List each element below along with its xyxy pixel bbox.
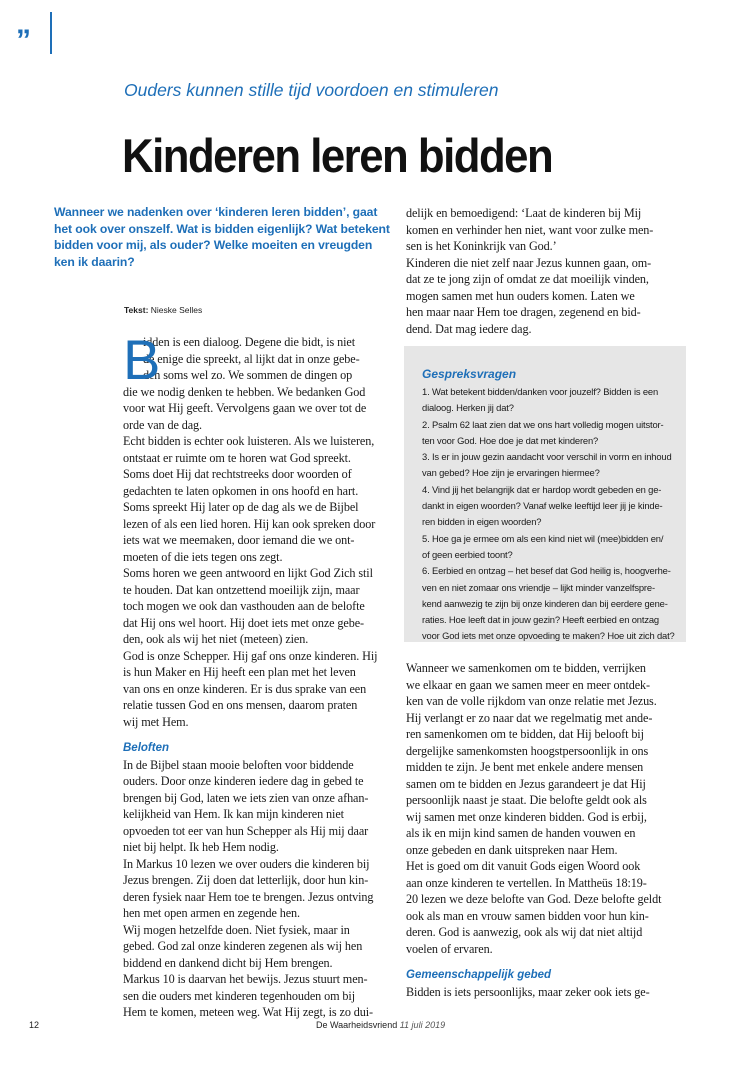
body-line: dat Hij ons wel hoort. Hij doet iets met onze gebe- [123, 615, 364, 630]
body-line: den soms wel zo. We sommen de dingen op [143, 368, 353, 382]
question-line: 3. Is er in jouw gezin aandacht voor verschil in vorm en inhoud [422, 451, 672, 463]
body-line: wij met Hem. [123, 714, 189, 729]
body-line: als ik en mijn kind samen de handen vouwen en [406, 826, 636, 840]
body-line: midden te zijn. Je bent met enkele andere mensen [406, 760, 644, 774]
question-line: 1. Wat betekent bidden/danken voor jouzelf? Bidden is een [422, 386, 659, 397]
magazine-name: De Waarheidsvriend [316, 1020, 398, 1030]
body-line: Bidden is iets persoonlijks, maar zeker ook iets ge- [406, 984, 650, 999]
question-line: kend aanwezig te zijn bij onze kinderen dan bij eerdere gene- [422, 597, 668, 609]
question-line: dialoog. Herken jij dat? [422, 402, 514, 414]
body-line: van ons en onze kinderen. Er is dus sprake van een [123, 681, 367, 696]
body-line: Soms spreekt Hij later op de dag als we de Bijbel [123, 500, 359, 514]
body-line: voor wat Hij geeft. Vervolgens gaan we over tot de [123, 401, 367, 415]
body-line: dergelijke samenkomsten hoogstpersoonlijk in ons [406, 743, 649, 758]
body-line: toch mogen we ook dan vasthouden aan de belofte [123, 599, 365, 613]
section-heading-beloften: Beloften [123, 742, 169, 754]
body-line: wij samen met onze kinderen bidden. God is erbij, [406, 809, 647, 824]
byline-author: Nieske Selles [150, 305, 203, 315]
question-line: of geen eerbied toont? [422, 548, 513, 560]
page-number: 12 [29, 1020, 40, 1030]
drop-cap: B [123, 328, 161, 391]
body-line: idden is een dialoog. Degene die bidt, is niet [143, 335, 356, 349]
body-line: deren. God is aanwezig, ook als wij dat niet altijd [406, 925, 643, 939]
body-line: Soms doet Hij dat rechtstreeks door woorden of [123, 467, 352, 481]
question-line: dankt in eigen woorden? Vanaf welke leeftijd leer jij je kinde- [422, 500, 663, 512]
body-line: hen met open armen en zegende hen. [123, 906, 300, 920]
body-line: Kinderen die niet zelf naar Jezus kunnen gaan, om- [406, 255, 652, 270]
body-line: dend. Dat mag iedere dag. [406, 321, 532, 336]
article-subtitle: Ouders kunnen stille tijd voordoen en stimuleren [124, 80, 499, 100]
issue-date: 11 juli 2019 [399, 1020, 446, 1030]
question-line: 4. Vind jij het belangrijk dat er hardop wordt gebeden en ge- [422, 483, 662, 495]
body-line: deren fysiek naar Hem toe te brengen. Jezus ontving [123, 889, 374, 904]
question-line: ren bidden in eigen woorden? [422, 516, 542, 528]
body-line: In Markus 10 lezen we over ouders die kinderen bij [123, 856, 370, 871]
question-line: 5. Hoe ga je ermee om als een kind niet wil (mee)bidden en/ [422, 532, 664, 544]
body-line: Markus 10 is daarvan het bewijs. Jezus stuurt men- [123, 972, 368, 986]
left-column [123, 328, 388, 1021]
quote-mark-icon: ” [16, 24, 31, 57]
question-line: raties. Hoe leeft dat in jouw gezin? Heeft eerbied en ontzag [422, 614, 659, 626]
question-line: 6. Eerbied en ontzag – het besef dat God heilig is, hoogverhe- [422, 565, 671, 577]
body-line: ren samenkomen om te bidden, dat Hij belooft bij [406, 727, 644, 741]
byline-label: Tekst: [124, 305, 149, 315]
section-gap [123, 730, 388, 740]
body-line: brengen bij God, laten we iets zien van onze afhan- [123, 790, 369, 805]
right-column-bottom [406, 660, 681, 1000]
body-line: Wanneer we samenkomen om te bidden, verrijken [406, 661, 646, 675]
section-heading-gemeenschappelijk: Gemeenschappelijk gebed [406, 969, 552, 981]
section-gap [406, 957, 681, 967]
body-line: God is onze Schepper. Hij gaf ons onze kinderen. Hij [123, 648, 378, 663]
question-line: voor God iets met onze opvoeding te maken? Hoe uit zich dat? [422, 630, 675, 642]
body-line: delijk en bemoedigend: ‘Laat de kinderen bij Mij [406, 206, 642, 220]
body-line: niet bij helpt. Ik heb Hem nodig. [123, 840, 279, 854]
question-line: ten voor God. Hoe doe je dat met kinderen? [422, 434, 599, 446]
body-line: aan onze kinderen te vertellen. In Mattheüs 18:19- [406, 875, 647, 890]
byline [124, 305, 202, 315]
body-line: Wij mogen hetzelfde doen. Niet fysiek, maar in [123, 922, 350, 937]
footer-magazine [316, 1020, 445, 1030]
question-line: van gebed? Hoe zijn je ervaringen hiermee? [422, 467, 600, 479]
body-line: samen om te bidden en Jezus garandeert je dat Hij [406, 776, 646, 791]
body-line: ontstaat er ruimte om te horen wat God spreekt. [123, 450, 351, 465]
body-line: ken van de volle rijkdom van onze relatie met Jezus. [406, 694, 657, 708]
body-line: sen is het Koninkrijk van God.’ [406, 239, 557, 253]
body-line: Jezus brengen. Zij doen dat letterlijk, door hun kin- [123, 873, 369, 887]
article-intro [54, 204, 390, 270]
body-line: Echt bidden is echter ook luisteren. Als we luisteren, [123, 434, 375, 448]
intro-line: Wanneer we nadenken over ‘kinderen leren bidden’, gaat [54, 205, 378, 219]
right-column-top [406, 205, 681, 337]
body-line: voelen of ervaren. [406, 941, 493, 956]
body-line: lezen of als een lied horen. Hij kan ook spreken door [123, 516, 376, 531]
body-line: kelijkheid van Hem. Ik kan mijn kinderen niet [123, 807, 344, 821]
box-heading: Gespreksvragen [422, 367, 517, 381]
intro-line: het ook over onszelf. Wat is bidden eigenlijk? Wat betekent [54, 221, 390, 236]
body-line: de enige die spreekt, al lijkt dat in onze gebe- [143, 351, 360, 366]
body-line: Hij verlangt er zo naar dat we regelmatig met ande- [406, 710, 653, 725]
body-line: ouders. Door onze kinderen iedere dag in gebed te [123, 774, 364, 788]
body-line: sen die ouders met kinderen tegenhouden om bij [123, 988, 355, 1003]
body-line: den, ook als wij het niet (meteen) zien. [123, 632, 309, 646]
body-line: orde van de dag. [123, 417, 202, 432]
body-line: dat ze te jong zijn of omdat ze dat moeilijk vinden, [406, 272, 649, 286]
body-line: we elkaar en gaan we samen meer en meer ontdek- [406, 677, 651, 692]
body-line: hen maar naar Hem toe dragen, zegenend en bid- [406, 305, 641, 319]
body-line: Het is goed om dit vanuit Gods eigen Woord ook [406, 859, 641, 873]
body-line: ook als man en vrouw samen bidden voor hun kin- [406, 908, 649, 923]
intro-line: ken ik daarin? [54, 254, 135, 269]
intro-line: bidden voor mij, als ouder? Welke moeiten en vreugden [54, 238, 373, 252]
discussion-questions-box [404, 346, 686, 642]
body-line: persoonlijk naast je staat. Die belofte geldt ook als [406, 793, 647, 807]
article-title: Kinderen leren bidden [122, 129, 553, 182]
body-line: die we nodig denken te hebben. We bedanken God [123, 384, 366, 399]
body-line: Hem te komen, meteen weg. Wat Hij zegt, is zo dui- [123, 1005, 373, 1019]
quote-divider [50, 12, 52, 54]
body-line: biddend en dankend dicht bij Hem brengen. [123, 955, 333, 970]
question-line: ven en niet zomaar ons vriendje – lijkt minder vanzelfspre- [422, 581, 655, 593]
body-line: te houden. Dat kan ontzettend moeilijk zijn, maar [123, 582, 360, 597]
body-line: opvoeden tot eer van hun Schepper als Hij mij daar [123, 823, 369, 838]
body-line: Soms horen we geen antwoord en lijkt God Zich stil [123, 566, 373, 580]
body-line: gedachten te laten opkomen in ons hoofd en hart. [123, 483, 359, 498]
body-line: 20 lezen we deze belofte van God. Deze belofte geldt [406, 892, 662, 906]
body-line: relatie tussen God en ons mensen, daarom praten [123, 698, 358, 712]
body-line: In de Bijbel staan mooie beloften voor biddende [123, 757, 354, 772]
question-line: 2. Psalm 62 laat zien dat we ons hart volledig mogen uitstor- [422, 418, 664, 430]
body-line: mogen samen met hun ouders komen. Laten we [406, 288, 635, 303]
body-line: is hun Maker en Hij heeft een plan met het leven [123, 665, 356, 679]
body-line: onze gebeden en dank uitspreken naar Hem. [406, 842, 618, 857]
body-line: iets wat we meemaken, door iemand die we ont- [123, 533, 355, 547]
body-line: gebed. God zal onze kinderen zegenen als wij hen [123, 939, 363, 953]
body-line: komen en verhinder hen niet, want voor zulke men- [406, 222, 654, 237]
body-line: moeten of die iets tegen ons zegt. [123, 549, 283, 564]
